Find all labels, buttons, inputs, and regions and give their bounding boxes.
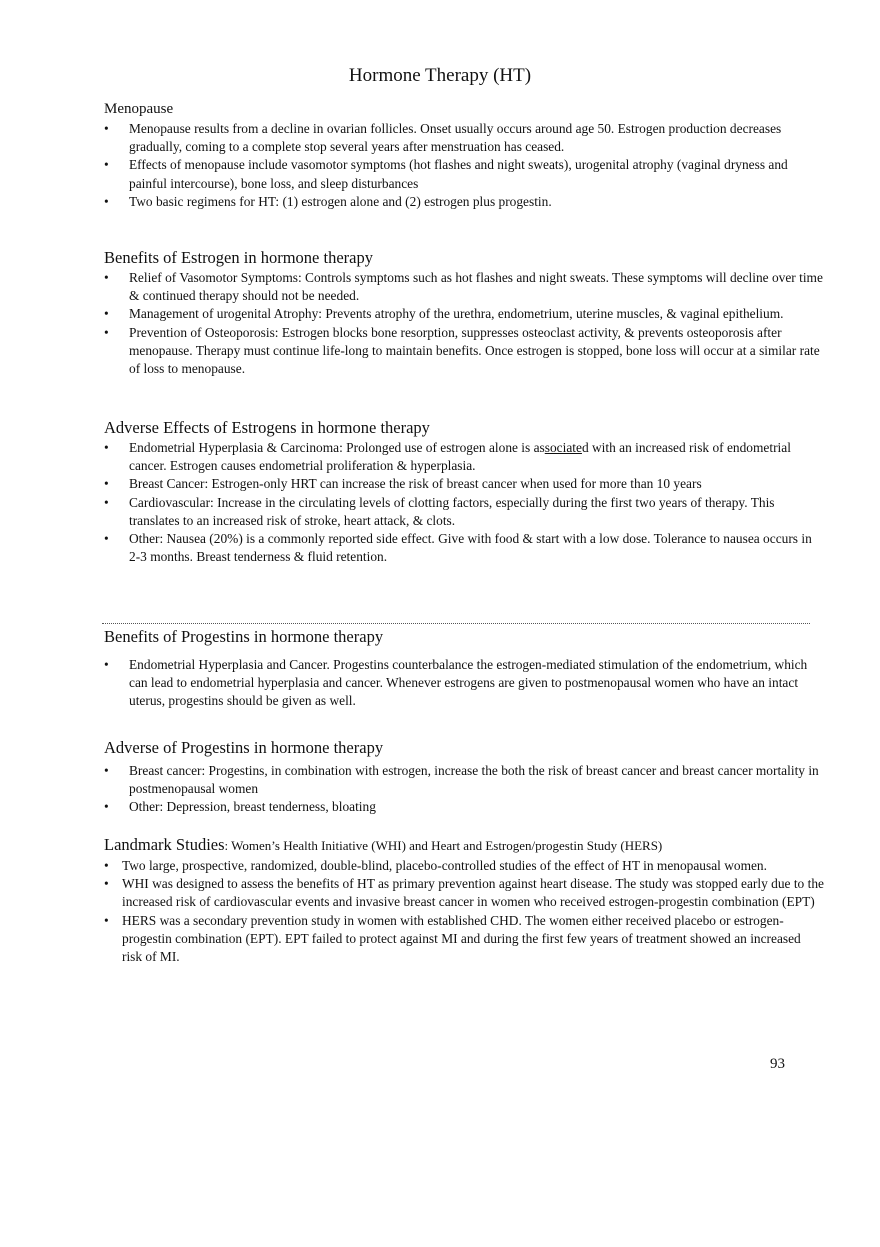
list-item: • Effects of menopause include vasomotor symptoms (hot flashes and night sweats), urogenital atrophy (vaginal dryness and painful intercourse), bone loss, and sleep disturbances (104, 156, 824, 192)
list-item: • Two large, prospective, randomized, double-blind, placebo-controlled studies of the effect of HT in menopausal women. (104, 857, 824, 875)
text-run: d with an increased risk of endometrial cancer. Estrogen causes endometrial proliferation & hyperplasia. (129, 440, 791, 474)
section-heading-landmark (104, 835, 824, 856)
bullet-list (104, 656, 824, 711)
section-progestin-adverse (104, 738, 824, 817)
section-progestin-benefits (104, 627, 824, 711)
landmark-subtitle: : Women’s Health Initiative (WHI) and Heart and Estrogen/progestin Study (HERS) (224, 838, 663, 853)
section-estrogen-adverse (104, 418, 824, 566)
list-item: • Other: Depression, breast tenderness, bloating (104, 798, 824, 816)
list-item: • Breast cancer: Progestins, in combination with estrogen, increase the both the risk of breast cancer and breast cancer mortality in postmenopausal women (104, 762, 824, 798)
list-item: • HERS was a secondary prevention study in women with established CHD. The women either received placebo or estrogen-progestin combination (EPT). EPT failed to protect against MI and during the first few years of treatment showed an increased risk of MI. (104, 912, 824, 967)
list-item: • WHI was designed to assess the benefits of HT as primary prevention against heart disease. The study was stopped early due to the increased risk of cardiovascular events and invasive breast cancer in women who received estrogen-progestin combination (EPT) (104, 875, 824, 911)
bullet-list (104, 439, 824, 566)
landmark-title: Landmark Studies (104, 835, 225, 854)
section-menopause (104, 99, 824, 211)
list-item: • Cardiovascular: Increase in the circulating levels of clotting factors, especially during the first two years of therapy. This translates to an increased risk of stroke, heart attack, & clots. (104, 494, 824, 530)
list-item: • Other: Nausea (20%) is a commonly reported side effect. Give with food & start with a low dose. Tolerance to nausea occurs in 2-3 months. Breast tenderness & fluid retention. (104, 530, 824, 566)
section-estrogen-benefits (104, 248, 824, 378)
page-number: 93 (770, 1056, 785, 1072)
list-item: • Endometrial Hyperplasia and Cancer. Progestins counterbalance the estrogen-mediated stimulation of the endometrium, which can lead to endometrial hyperplasia and cancer. Whenever estrogens are given to postmenopausal women who have an intact uterus, progestins should be given as well. (104, 656, 824, 711)
section-heading-progestin-adverse: Adverse of Progestins in hormone therapy (104, 738, 384, 757)
bullet-list (104, 762, 824, 817)
list-item: • Management of urogenital Atrophy: Prevents atrophy of the urethra, endometrium, uterine muscles, & vaginal epithelium. (104, 305, 824, 323)
bullet-list (104, 120, 824, 211)
list-item: • Menopause results from a decline in ovarian follicles. Onset usually occurs around age 50. Estrogen production decreases gradually, coming to a complete stop several years after menstruation has ceased. (104, 120, 824, 156)
underlined-text: sociate (544, 440, 582, 455)
bullet-list (104, 857, 824, 966)
section-landmark-studies (104, 835, 824, 966)
list-item: • Two basic regimens for HT: (1) estrogen alone and (2) estrogen plus progestin. (104, 193, 824, 211)
section-heading-estrogen-benefits: Benefits of Estrogen in hormone therapy (104, 248, 373, 267)
bullet-list (104, 269, 824, 378)
section-heading-progestin-benefits: Benefits of Progestins in hormone therapy (104, 627, 384, 646)
text-run: Endometrial Hyperplasia & Carcinoma: Prolonged use of estrogen alone is as (129, 440, 545, 455)
list-item: • Relief of Vasomotor Symptoms: Controls symptoms such as hot flashes and night sweats. These symptoms will decline over time & continued therapy should not be needed. (104, 269, 824, 305)
list-item: • Prevention of Osteoporosis: Estrogen blocks bone resorption, suppresses osteoclast activity, & prevents osteoporosis after menopause. Therapy must continue life-long to maintain benefits. Once estrogen is stopped, bone loss will occur at a similar rate of loss to menopause. (104, 324, 824, 379)
list-item: • Breast Cancer: Estrogen-only HRT can increase the risk of breast cancer when used for more than 10 years (104, 475, 824, 493)
list-item (104, 439, 824, 475)
page-title: Hormone Therapy (HT) (348, 65, 532, 86)
dotted-divider (102, 623, 810, 624)
section-heading-estrogen-adverse: Adverse Effects of Estrogens in hormone therapy (104, 418, 430, 437)
section-heading-menopause: Menopause (104, 101, 174, 117)
